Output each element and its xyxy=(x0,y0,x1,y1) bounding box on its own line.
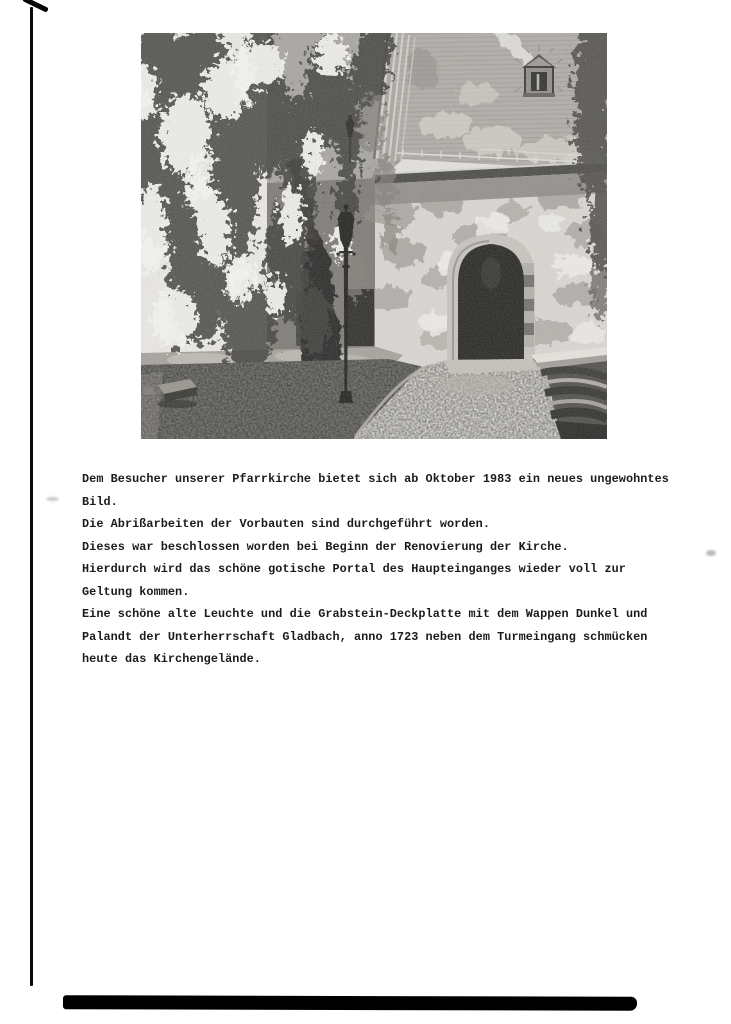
scan-speck xyxy=(46,497,59,501)
body-text xyxy=(82,468,712,671)
church-photo-art xyxy=(141,33,607,439)
body-text-line: Geltung kommen. xyxy=(82,584,190,599)
body-text-line: Dieses war beschlossen worden bei Beginn der Renovierung der Kirche. xyxy=(82,539,569,554)
body-text-line: Die Abrißarbeiten der Vorbauten sind durchgeführt worden. xyxy=(82,517,490,532)
body-text-line: Dem Besucher unserer Pfarrkirche bietet sich ab Oktober 1983 ein neues ungewohntes xyxy=(82,472,669,486)
body-text-line: Eine schöne alte Leuchte und die Grabstein-Deckplatte mit dem Wappen Dunkel und xyxy=(82,607,648,622)
body-text-line: heute das Kirchengelände. xyxy=(82,652,261,667)
body-text-line: Bild. xyxy=(82,494,118,509)
scan-left-edge-line xyxy=(30,7,33,986)
scan-bottom-bar xyxy=(63,995,637,1011)
body-text-line: Hierdurch wird das schöne gotische Portal des Haupteinganges wieder voll zur xyxy=(82,562,626,577)
body-text-line: Palandt der Unterherrschaft Gladbach, anno 1723 neben dem Turmeingang schmücken xyxy=(82,629,648,644)
church-photo xyxy=(141,33,607,439)
scan-corner-tick xyxy=(22,0,48,13)
